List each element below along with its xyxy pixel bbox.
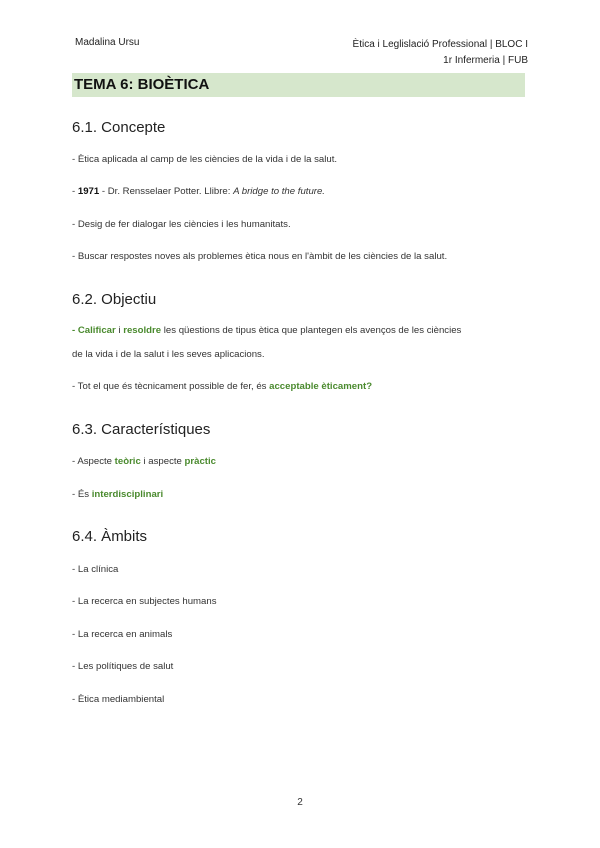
caracteristiques-p1-mid: i aspecte (140, 456, 185, 467)
ambits-item: - La recerca en subjectes humans (72, 596, 217, 607)
concepte-paragraph-2 (72, 186, 325, 197)
concepte-p2-year: 1971 (77, 186, 100, 197)
concepte-p2-mid: - Dr. Rensselaer Potter. Llibre: (99, 186, 234, 197)
caracteristiques-paragraph-2 (72, 489, 163, 500)
objectiu-p1-prefix: - (72, 325, 78, 336)
header-course-line2: 1r Infermeria | FUB (443, 55, 528, 66)
objectiu-p1-rest: les qüestions de tipus ètica que plantegen els avenços de les ciències (161, 325, 462, 336)
header-course-line1: Ètica i Leglislació Professional | BLOC I (352, 39, 528, 50)
objectiu-p1-resoldre: resoldre (123, 325, 162, 336)
heading-caracteristiques: 6.3. Característiques (72, 421, 211, 438)
heading-ambits: 6.4. Àmbits (72, 528, 148, 545)
concepte-paragraph-1: - Ètica aplicada al camp de les ciències de la vida i de la salut. (72, 154, 338, 165)
concepte-p2-prefix: - (72, 186, 78, 197)
page-number: 2 (297, 797, 303, 808)
caracteristiques-p1-teoric: teòric (114, 456, 141, 467)
objectiu-paragraph-1-line2: de la vida i de la salut i les seves aplicacions. (72, 349, 265, 360)
concepte-paragraph-3: - Desig de fer dialogar les ciències i les humanitats. (72, 219, 291, 230)
page-title: TEMA 6: BIOÈTICA (72, 73, 525, 97)
objectiu-p1-calificar: Calificar (77, 325, 116, 336)
objectiu-paragraph-2 (72, 381, 372, 392)
heading-objectiu: 6.2. Objectiu (72, 291, 157, 308)
objectiu-p2-highlight: acceptable èticament? (269, 381, 373, 392)
caracteristiques-p1-prefix: - Aspecte (72, 456, 115, 467)
objectiu-paragraph-1 (72, 325, 461, 336)
header-author: Madalina Ursu (75, 37, 140, 48)
header-course (353, 37, 528, 69)
heading-concepte: 6.1. Concepte (72, 119, 166, 136)
caracteristiques-paragraph-1 (72, 456, 216, 467)
objectiu-p2-prefix: - Tot el que és tècnicament possible de fer, és (72, 381, 270, 392)
ambits-item: - La recerca en animals (72, 629, 173, 640)
ambits-item: - Les polítiques de salut (72, 661, 174, 672)
objectiu-p1-mid: i (115, 325, 124, 336)
caracteristiques-p2-highlight: interdisciplinari (91, 489, 164, 500)
concepte-paragraph-4: - Buscar respostes noves als problemes ètica nous en l'àmbit de les ciències de la salut. (72, 251, 448, 262)
ambits-item: - La clínica (72, 564, 119, 575)
concepte-p2-book: A bridge to the future. (233, 186, 325, 197)
caracteristiques-p1-practic: pràctic (184, 456, 217, 467)
ambits-item: - Ètica mediambiental (72, 694, 165, 705)
caracteristiques-p2-prefix: - És (72, 489, 92, 500)
